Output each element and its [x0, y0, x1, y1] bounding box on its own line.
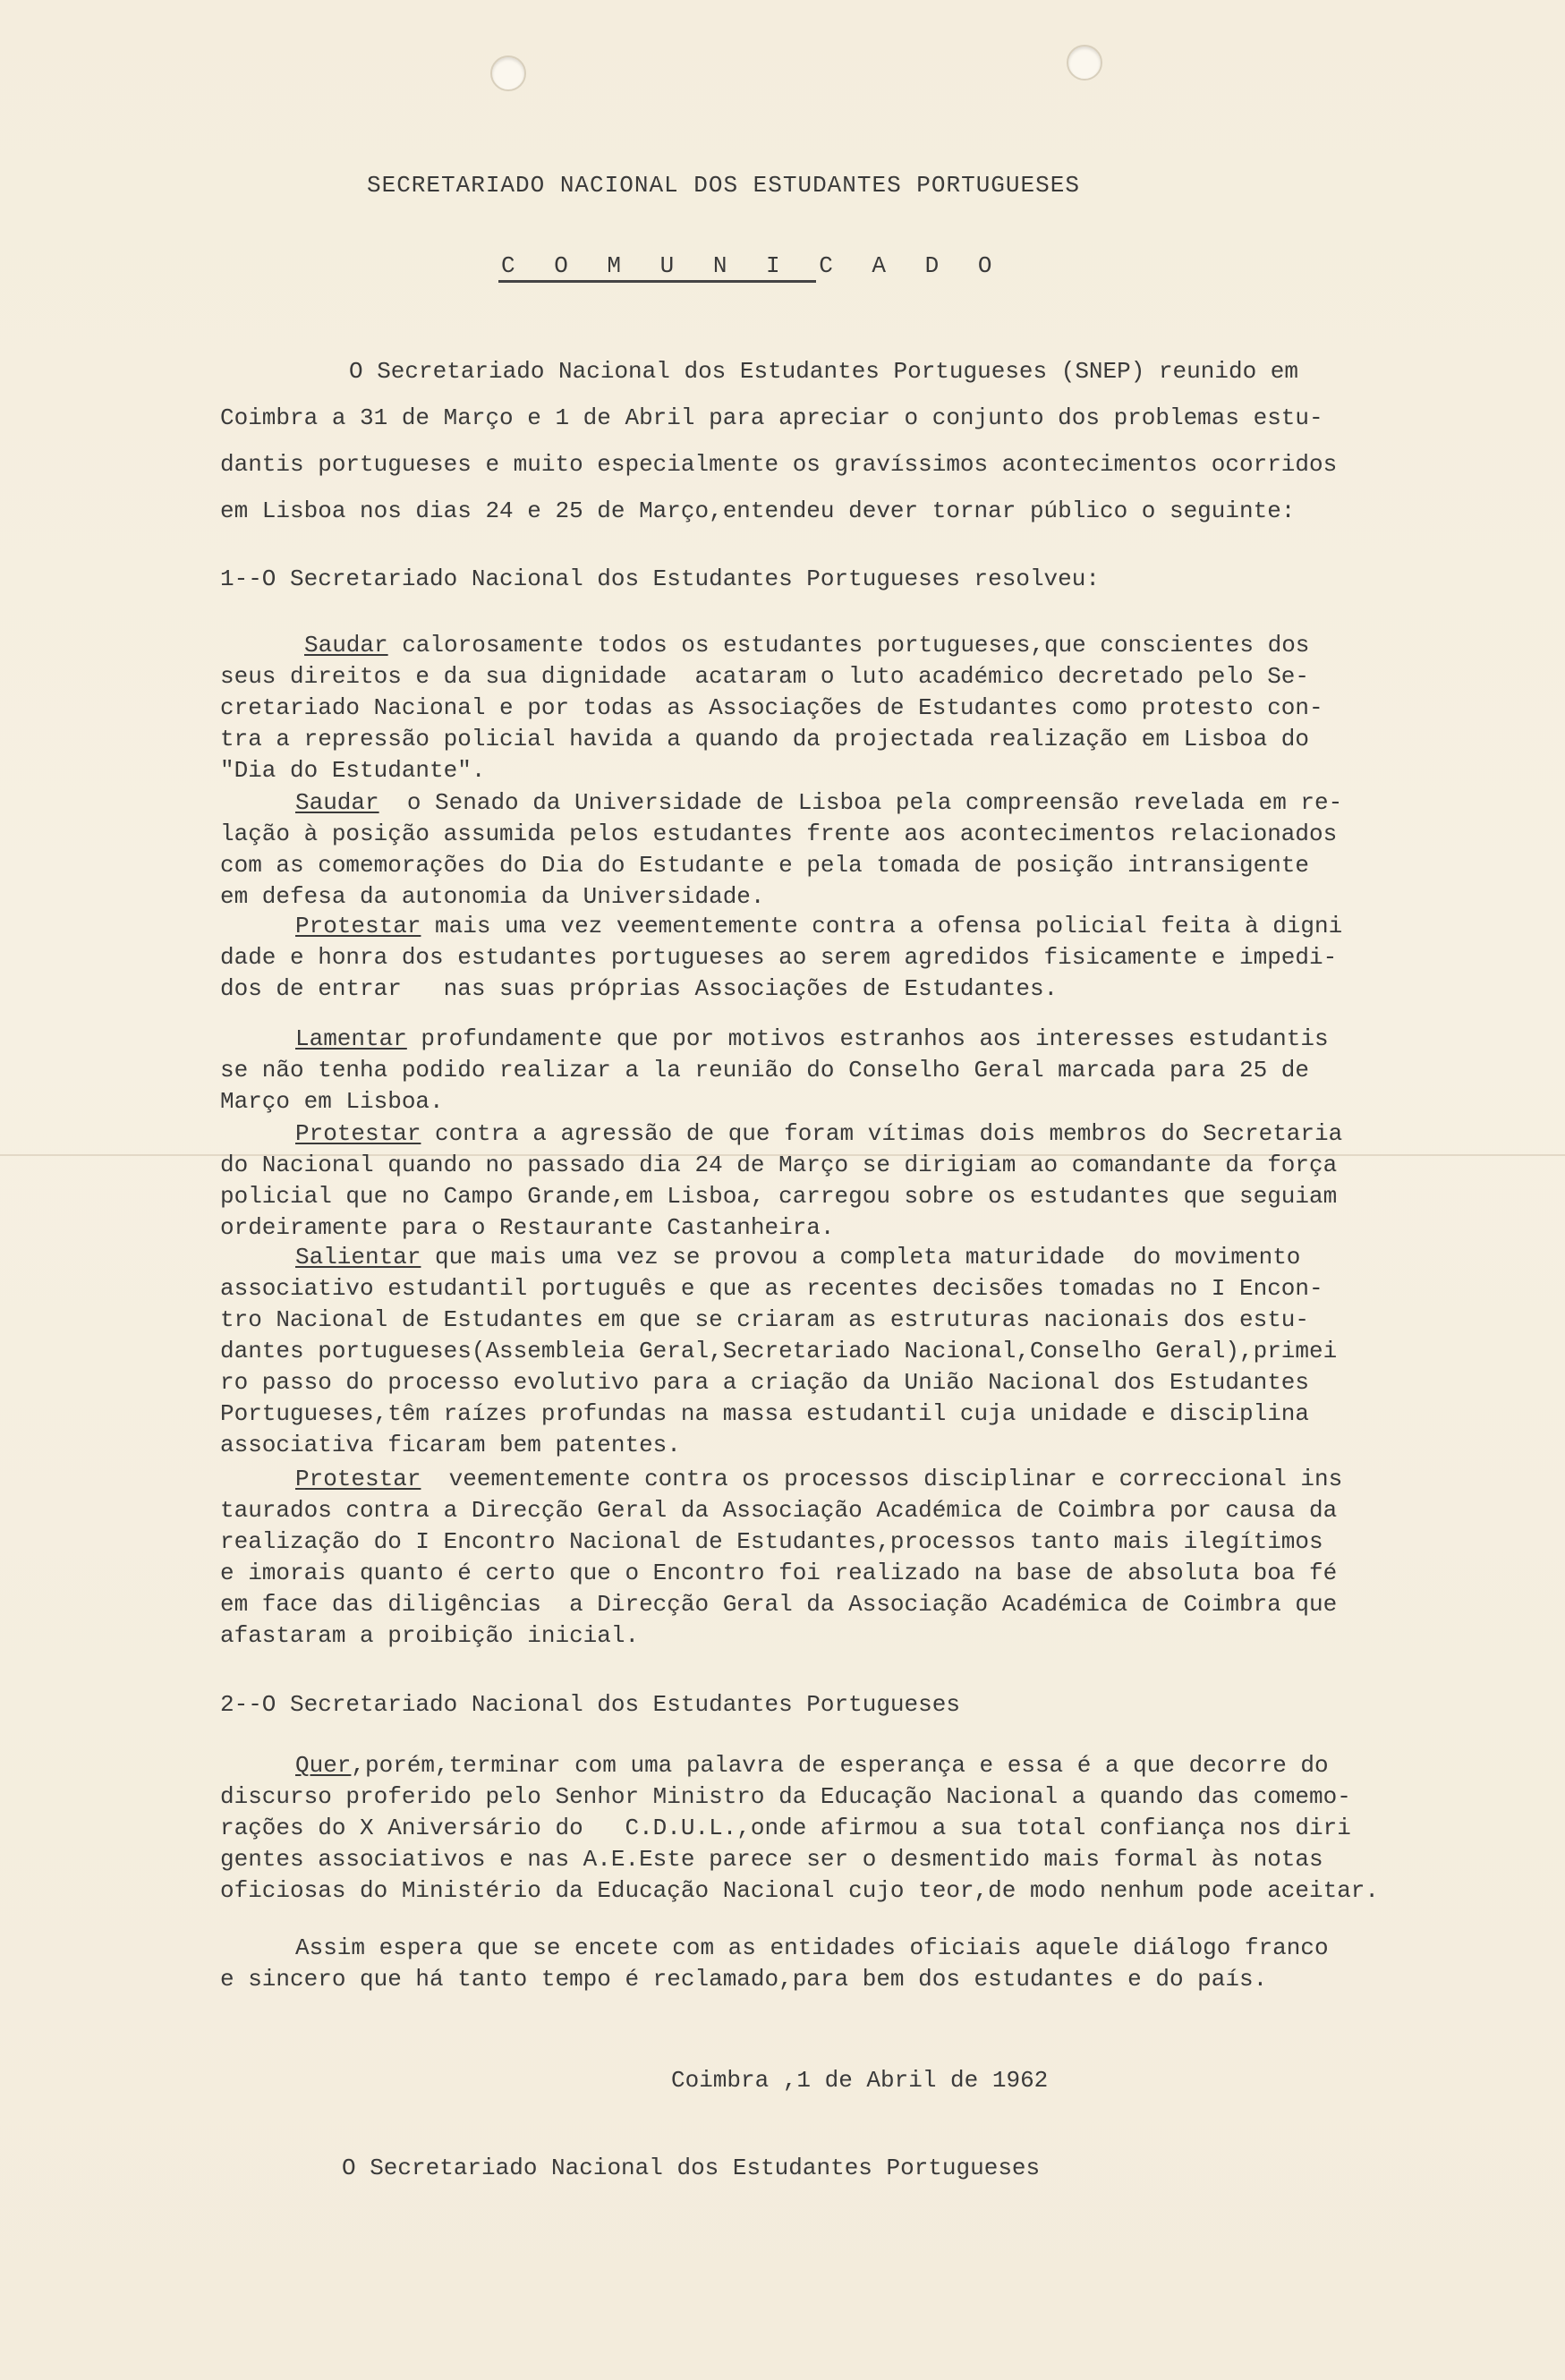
document-title: C O M U N I C A D O	[501, 252, 1005, 279]
action-verb: Salientar	[295, 1244, 421, 1271]
paragraph-line: oficiosas do Ministério da Educação Nacional cujo teor,de modo nenhum pode aceitar.	[220, 1877, 1380, 1904]
paragraph-first-line	[295, 1118, 1342, 1149]
paragraph-line: ro passo do processo evolutivo para a criação da União Nacional dos Estudantes	[220, 1369, 1309, 1396]
paragraph-line: se não tenha podido realizar a la reunião do Conselho Geral marcada para 25 de	[220, 1057, 1309, 1084]
paragraph-line: policial que no Campo Grande,em Lisboa, carregou sobre os estudantes que seguiam	[220, 1183, 1338, 1210]
paragraph-line: rações do X Aniversário do C.D.U.L.,onde afirmou a sua total confiança nos diri	[220, 1815, 1351, 1841]
paragraph-first-line	[295, 787, 1342, 818]
line-text: calorosamente todos os estudantes portugueses,que conscientes dos	[387, 632, 1310, 659]
paragraph-line: em face das diligências a Direcção Geral da Associação Académica de Coimbra que	[220, 1591, 1338, 1618]
line-text: o Senado da Universidade de Lisboa pela compreensão revelada em re-	[378, 789, 1343, 816]
paragraph-first-line	[295, 1464, 1342, 1494]
paragraph-line: Portugueses,têm raízes profundas na massa estudantil cuja unidade e disciplina	[220, 1400, 1309, 1427]
action-verb: Protestar	[295, 913, 421, 939]
intro-line: O Secretariado Nacional dos Estudantes Portugueses (SNEP) reunido em	[349, 358, 1298, 385]
intro-line: Coimbra a 31 de Março e 1 de Abril para apreciar o conjunto dos problemas estu-	[220, 404, 1323, 431]
section-heading: 2--O Secretariado Nacional dos Estudantes Portugueses	[220, 1691, 960, 1718]
line-text: contra a agressão de que foram vítimas dois membros do Secretaria	[421, 1120, 1343, 1147]
action-verb: Quer	[295, 1752, 352, 1779]
paragraph-first-line	[304, 630, 1309, 660]
line-text: mais uma vez veementemente contra a ofensa policial feita à digni	[421, 913, 1343, 939]
line-text: ,porém,terminar com uma palavra de esperança e essa é a que decorre do	[351, 1752, 1329, 1779]
title-underline	[498, 280, 816, 283]
paragraph-line: taurados contra a Direcção Geral da Associação Académica de Coimbra por causa da	[220, 1497, 1338, 1524]
action-verb: Protestar	[295, 1120, 421, 1147]
paragraph-line: tra a repressão policial havida a quando da projectada realização em Lisboa do	[220, 726, 1309, 752]
action-verb: Saudar	[295, 789, 379, 816]
intro-line: dantis portugueses e muito especialmente os gravíssimos acontecimentos ocorridos	[220, 451, 1338, 478]
line-text: veementemente contra os processos disciplinar e correccional ins	[421, 1466, 1343, 1492]
punch-hole-right	[1067, 45, 1102, 81]
paragraph-line: dos de entrar nas suas próprias Associações de Estudantes.	[220, 975, 1059, 1002]
paragraph-line: associativo estudantil português e que as recentes decisões tomadas no I Encon-	[220, 1275, 1323, 1302]
paragraph-line: Março em Lisboa.	[220, 1088, 444, 1115]
paragraph-line: dantes portugueses(Assembleia Geral,Secretariado Nacional,Conselho Geral),primei	[220, 1338, 1338, 1364]
line-text: profundamente que por motivos estranhos aos interesses estudantis	[406, 1025, 1329, 1052]
paragraph-line: seus direitos e da sua dignidade acataram o luto académico decretado pelo Se-	[220, 663, 1309, 690]
paragraph-line: e sincero que há tanto tempo é reclamado,para bem dos estudantes e do país.	[220, 1966, 1268, 1993]
paragraph-line: dade e honra dos estudantes portugueses ao serem agredidos fisicamente e impedi-	[220, 944, 1338, 971]
paragraph-line: e imorais quanto é certo que o Encontro foi realizado na base de absoluta boa fé	[220, 1560, 1338, 1586]
paragraph-line: afastaram a proibição inicial.	[220, 1622, 640, 1649]
paragraph-line: "Dia do Estudante".	[220, 757, 486, 784]
paragraph-line: lação à posição assumida pelos estudantes frente aos acontecimentos relacionados	[220, 820, 1338, 847]
document-header: SECRETARIADO NACIONAL DOS ESTUDANTES PORTUGUESES	[367, 172, 1080, 199]
paragraph-line: realização do I Encontro Nacional de Estudantes,processos tanto mais ilegítimos	[220, 1528, 1323, 1555]
paragraph-first-line: Assim espera que se encete com as entidades oficiais aquele diálogo franco	[295, 1934, 1329, 1961]
paragraph-line: tro Nacional de Estudantes em que se criaram as estruturas nacionais dos estu-	[220, 1306, 1309, 1333]
paragraph-first-line	[295, 1750, 1329, 1781]
line-text: que mais uma vez se provou a completa maturidade do movimento	[421, 1244, 1301, 1271]
intro-line: em Lisboa nos dias 24 e 25 de Março,entendeu dever tornar público o seguinte:	[220, 497, 1296, 524]
action-verb: Protestar	[295, 1466, 421, 1492]
punch-hole-left	[490, 55, 526, 91]
paragraph-line: gentes associativos e nas A.E.Este parece ser o desmentido mais formal às notas	[220, 1846, 1323, 1873]
paragraph-first-line	[295, 911, 1342, 941]
paragraph-line: em defesa da autonomia da Universidade.	[220, 883, 765, 910]
paragraph-first-line	[295, 1242, 1300, 1272]
section-heading: 1--O Secretariado Nacional dos Estudantes Portugueses resolveu:	[220, 565, 1100, 592]
paragraph-line: com as comemorações do Dia do Estudante e pela tomada de posição intransigente	[220, 852, 1309, 879]
paragraph-line: do Nacional quando no passado dia 24 de Março se dirigiam ao comandante da força	[220, 1152, 1338, 1178]
paragraph-line: cretariado Nacional e por todas as Associações de Estudantes como protesto con-	[220, 694, 1323, 721]
paragraph-first-line	[295, 1024, 1329, 1054]
action-verb: Lamentar	[295, 1025, 407, 1052]
paragraph-line: discurso proferido pelo Senhor Ministro da Educação Nacional a quando das comemo-	[220, 1783, 1351, 1810]
place-date: Coimbra ,1 de Abril de 1962	[671, 2067, 1049, 2094]
signature: O Secretariado Nacional dos Estudantes Portugueses	[342, 2155, 1041, 2181]
paragraph-line: ordeiramente para o Restaurante Castanheira.	[220, 1214, 835, 1241]
action-verb: Saudar	[304, 632, 388, 659]
paragraph-line: associativa ficaram bem patentes.	[220, 1432, 681, 1458]
